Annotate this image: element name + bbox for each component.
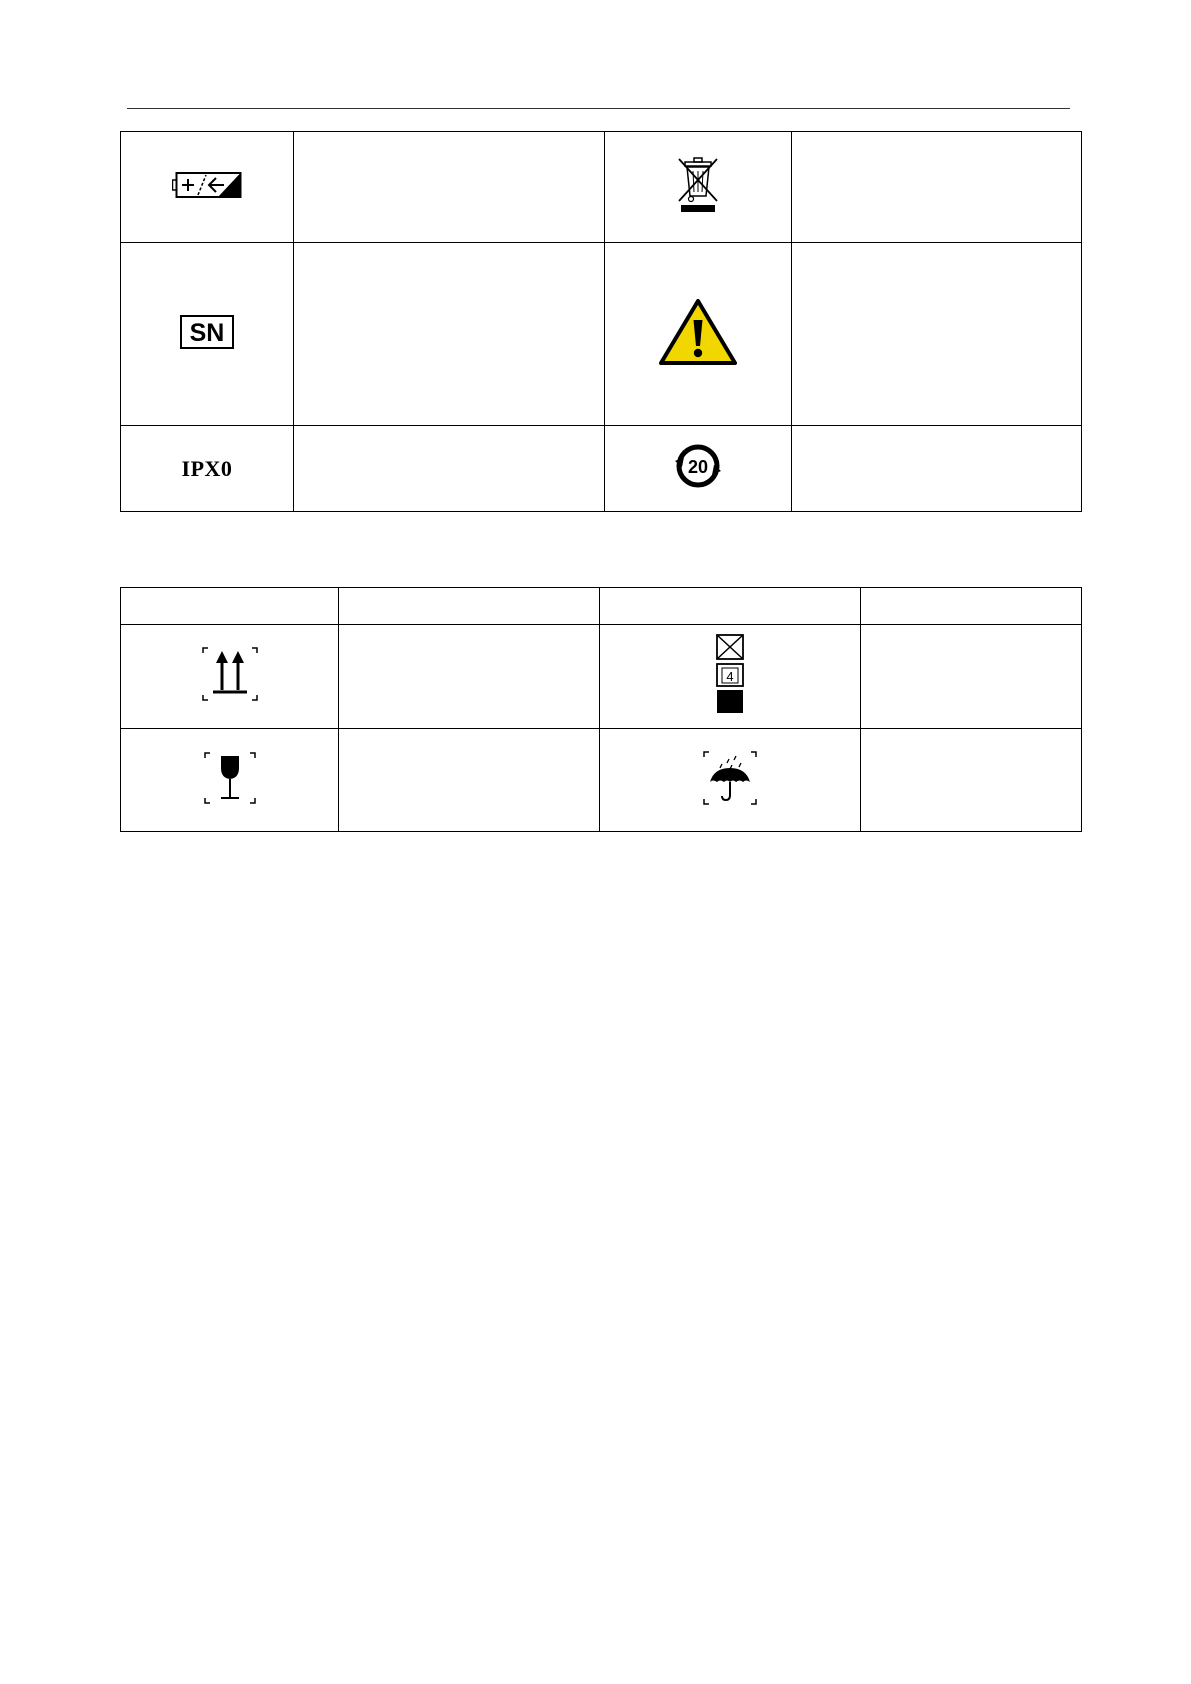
header-cell xyxy=(121,588,339,625)
symbol-description xyxy=(792,426,1082,512)
stacking-limit-icon xyxy=(715,633,745,720)
symbol-cell xyxy=(605,243,792,426)
this-way-up-icon xyxy=(201,646,259,707)
header-cell xyxy=(339,588,600,625)
table-row xyxy=(121,729,1082,832)
symbol-cell xyxy=(121,132,294,243)
symbol-description xyxy=(339,625,600,729)
symbol-description xyxy=(861,625,1082,729)
header-cell xyxy=(861,588,1082,625)
table-header-row xyxy=(121,588,1082,625)
table-row xyxy=(121,426,1082,512)
header-rule xyxy=(127,108,1070,109)
ipx0-icon: IPX0 xyxy=(181,455,233,481)
symbol-cell xyxy=(121,243,294,426)
symbol-cell xyxy=(121,729,339,832)
symbol-cell xyxy=(605,132,792,243)
symbol-description xyxy=(294,426,605,512)
keep-dry-icon xyxy=(702,750,758,811)
symbol-description xyxy=(792,243,1082,426)
table-row xyxy=(121,243,1082,426)
symbol-cell xyxy=(121,625,339,729)
environment-protection-period-icon xyxy=(673,443,723,494)
package-table xyxy=(120,587,1082,832)
table-row xyxy=(121,132,1082,243)
serial-number-label: SN xyxy=(189,318,225,347)
symbols-table xyxy=(120,131,1082,512)
symbol-description xyxy=(792,132,1082,243)
header-cell xyxy=(600,588,861,625)
symbol-cell xyxy=(121,426,294,512)
symbol-description xyxy=(861,729,1082,832)
table-row xyxy=(121,625,1082,729)
symbol-description xyxy=(294,132,605,243)
warning-triangle-icon xyxy=(659,298,737,371)
weee-crossed-bin-icon xyxy=(676,156,720,219)
symbol-description xyxy=(294,243,605,426)
serial-number-icon xyxy=(180,315,234,354)
symbol-cell xyxy=(600,625,861,729)
symbol-description xyxy=(339,729,600,832)
symbol-cell xyxy=(600,729,861,832)
symbol-cell xyxy=(605,426,792,512)
fragile-icon xyxy=(203,751,257,810)
battery-charging-icon xyxy=(172,170,242,205)
stacking-limit-label: 4 xyxy=(726,669,734,684)
eco-period-label: 20 xyxy=(687,457,709,477)
